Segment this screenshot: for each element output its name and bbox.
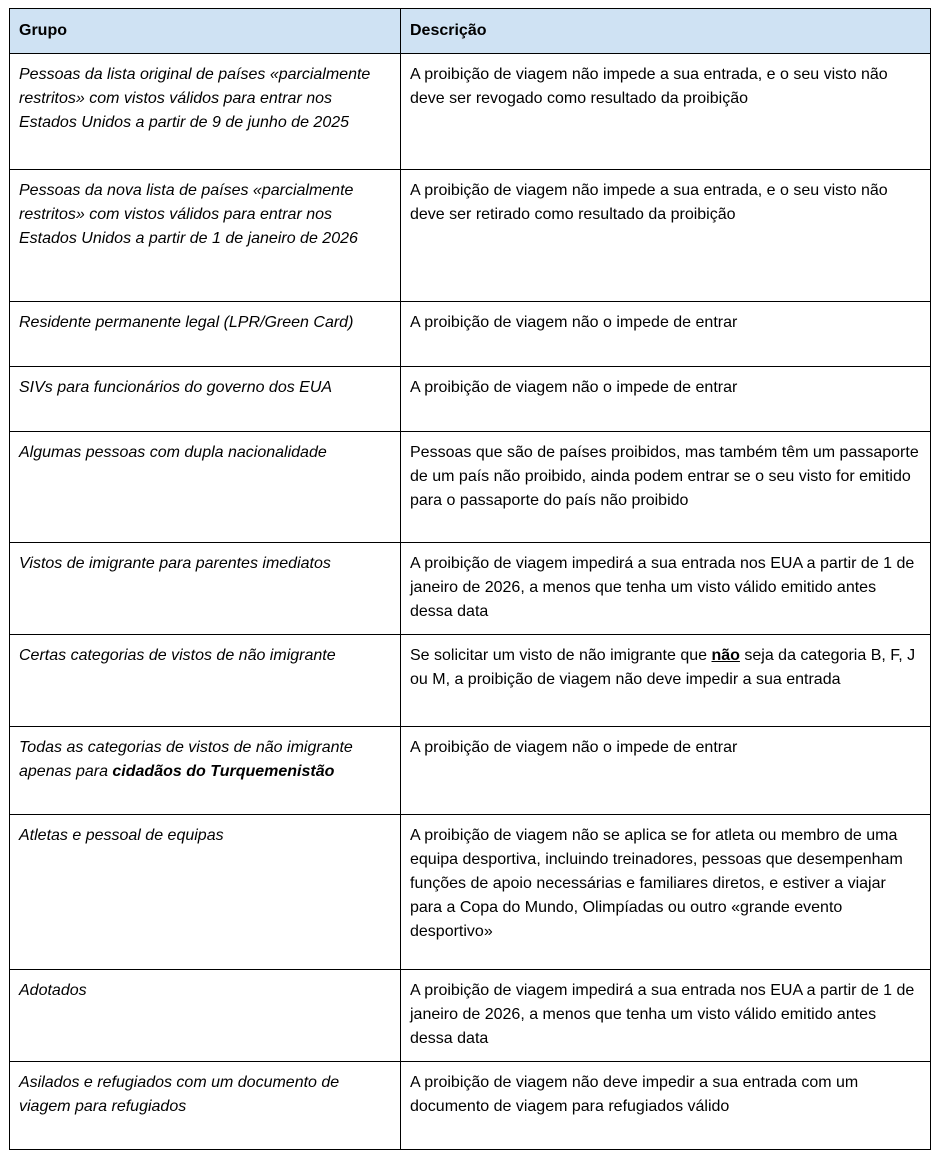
description-cell: A proibição de viagem não deve impedir a sua entrada com um documento de viagem para refugiados válido (401, 1062, 931, 1150)
group-cell: Adotados (10, 970, 401, 1062)
table-row (10, 970, 931, 1062)
group-cell (10, 727, 401, 815)
description-cell: A proibição de viagem não o impede de entrar (401, 302, 931, 367)
description-cell: A proibição de viagem não se aplica se for atleta ou membro de uma equipa desportiva, incluindo treinadores, pessoas que desempenham funções de apoio necessárias e familiares diretos, e estiver a viajar para a Copa do Mundo, Olimpíadas ou outro «grande evento desportivo» (401, 815, 931, 970)
description-text: seja da categoria B, F, J ou M, a proibição de viagem não deve impedir a sua entrada (410, 647, 916, 688)
table-row (10, 543, 931, 635)
table-row (10, 432, 931, 543)
description-cell: A proibição de viagem não o impede de entrar (401, 367, 931, 432)
table-row (10, 815, 931, 970)
table-row (10, 635, 931, 727)
description-text: Se solicitar um visto de não imigrante que (410, 647, 712, 664)
group-cell: Certas categorias de vistos de não imigrante (10, 635, 401, 727)
description-cell (401, 635, 931, 727)
group-cell: Atletas e pessoal de equipas (10, 815, 401, 970)
group-cell: Pessoas da nova lista de países «parcialmente restritos» com vistos válidos para entrar nos Estados Unidos a partir de 1 de janeiro de 2026 (10, 170, 401, 302)
group-cell: Vistos de imigrante para parentes imediatos (10, 543, 401, 635)
table-row (10, 54, 931, 170)
table-row (10, 367, 931, 432)
description-cell: Pessoas que são de países proibidos, mas também têm um passaporte de um país não proibido, ainda podem entrar se o seu visto for emitido para o passaporte do país não proibido (401, 432, 931, 543)
description-cell: A proibição de viagem não o impede de entrar (401, 727, 931, 815)
table-row (10, 302, 931, 367)
table-row (10, 727, 931, 815)
description-cell: A proibição de viagem não impede a sua entrada, e o seu visto não deve ser revogado como resultado da proibição (401, 54, 931, 170)
description-cell: A proibição de viagem impedirá a sua entrada nos EUA a partir de 1 de janeiro de 2026, a menos que tenha um visto válido emitido antes dessa data (401, 970, 931, 1062)
column-header-group: Grupo (10, 9, 401, 54)
column-header-description: Descrição (401, 9, 931, 54)
group-cell: Asilados e refugiados com um documento de viagem para refugiados (10, 1062, 401, 1150)
group-cell: SIVs para funcionários do governo dos EUA (10, 367, 401, 432)
table-row (10, 170, 931, 302)
group-cell: Algumas pessoas com dupla nacionalidade (10, 432, 401, 543)
emphasis-text: não (711, 647, 740, 664)
group-cell: Pessoas da lista original de países «parcialmente restritos» com vistos válidos para entrar nos Estados Unidos a partir de 9 de junho de 2025 (10, 54, 401, 170)
group-text: Todas as categorias de vistos de não imigrante apenas para (19, 739, 353, 780)
exceptions-table (9, 8, 931, 1150)
table-header-row (10, 9, 931, 54)
group-cell: Residente permanente legal (LPR/Green Card) (10, 302, 401, 367)
description-cell: A proibição de viagem impedirá a sua entrada nos EUA a partir de 1 de janeiro de 2026, a menos que tenha um visto válido emitido antes dessa data (401, 543, 931, 635)
emphasis-text: cidadãos do Turquemenistão (112, 763, 335, 780)
table-row (10, 1062, 931, 1150)
description-cell: A proibição de viagem não impede a sua entrada, e o seu visto não deve ser retirado como resultado da proibição (401, 170, 931, 302)
